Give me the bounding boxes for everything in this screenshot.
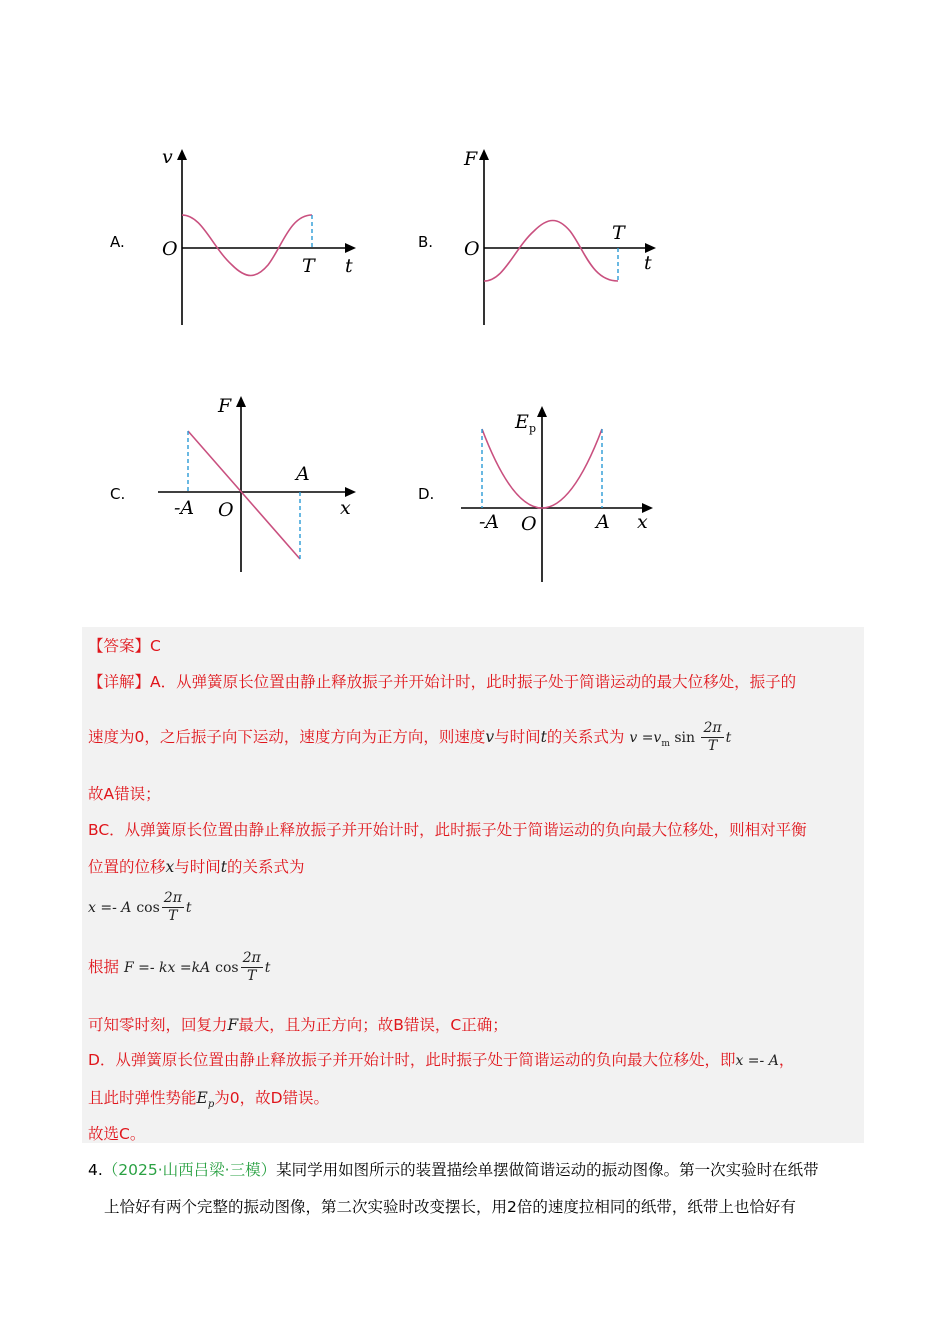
detail-line-6: 可知零时刻，回复力F最大，且为正方向；故B错误，C正确； bbox=[88, 1016, 508, 1034]
velocity-formula: $v =v_m$ sin bbox=[629, 730, 696, 749]
origin-label: O bbox=[464, 238, 480, 260]
x-axis-label: t bbox=[644, 252, 652, 274]
source-tag: （2025·山西吕梁·三模） bbox=[102, 1161, 277, 1179]
y-axis-arrow bbox=[537, 406, 547, 417]
y-axis-arrow bbox=[479, 149, 489, 160]
neg-a-label: -A bbox=[174, 497, 195, 519]
y-axis-subscript: p bbox=[529, 422, 537, 435]
detail-line-5: 位置的位移x与时间t的关系式为 bbox=[88, 858, 305, 876]
force-line bbox=[188, 431, 300, 559]
origin-label: O bbox=[162, 238, 178, 260]
y-axis-arrow bbox=[236, 396, 246, 407]
period-label: T bbox=[612, 222, 625, 244]
neg-a-label: -A bbox=[479, 511, 500, 533]
detail-line-2: 速度为0，之后振子向下运动，速度方向为正方向，则速度v与时间t的关系式为 $v =v_m$ sin $\frac{2\pi}{T}$ t bbox=[88, 720, 732, 754]
pos-a-label: A bbox=[596, 511, 610, 533]
option-a-graph bbox=[150, 145, 370, 330]
y-axis-label: F bbox=[218, 395, 232, 417]
force-curve bbox=[484, 221, 618, 282]
option-c-graph bbox=[150, 390, 370, 580]
velocity-curve bbox=[182, 215, 312, 276]
period-label: T bbox=[302, 255, 315, 277]
option-b-graph bbox=[452, 145, 672, 330]
x-axis-arrow bbox=[345, 487, 356, 497]
y-axis-label: F bbox=[464, 148, 478, 170]
pos-a-label: A bbox=[296, 463, 310, 485]
x-axis-label: x bbox=[340, 497, 351, 519]
detail-line-7: D．从弹簧原长位置由静止释放振子并开始计时，此时振子处于简谐运动的负向最大位移处，即x =- A， bbox=[88, 1051, 795, 1069]
y-axis-arrow bbox=[177, 149, 187, 160]
detail-line-4: BC．从弹簧原长位置由静止释放振子并开始计时，此时振子处于简谐运动的负向最大位移处，则相对平衡 bbox=[88, 821, 807, 839]
question-4-line-1: 4.（2025·山西吕梁·三模）某同学用如图所示的装置描绘单摆做简谐运动的振动图像。第一次实验时在纸带 bbox=[88, 1161, 819, 1179]
option-a-label: A. bbox=[110, 233, 125, 251]
option-b-label: B. bbox=[418, 233, 434, 251]
x-axis-label: x bbox=[637, 511, 648, 533]
force-formula-line: 根据 F =- kx =kA cos $\frac{2\pi}{T}$ t bbox=[88, 950, 271, 984]
option-d-graph bbox=[455, 400, 670, 585]
y-axis-label: E bbox=[515, 411, 529, 433]
y-axis-label: v bbox=[162, 146, 173, 168]
question-4-line-2: 上恰好有两个完整的振动图像，第二次实验时改变摆长，用2倍的速度拉相同的纸带，纸带上也恰好有 bbox=[104, 1198, 796, 1216]
detail-line-8: 且此时弹性势能$E_p$为0，故D错误。 bbox=[88, 1089, 330, 1111]
x-axis-arrow bbox=[345, 243, 356, 253]
origin-label: O bbox=[521, 513, 537, 535]
origin-label: O bbox=[218, 499, 234, 521]
x-axis-label: t bbox=[345, 255, 353, 277]
option-d-label: D. bbox=[418, 485, 435, 503]
option-c-label: C. bbox=[110, 485, 126, 503]
conclusion-line: 故选C。 bbox=[88, 1125, 146, 1143]
detail-line-1: 【详解】A．从弹簧原长位置由静止释放振子并开始计时，此时振子处于简谐运动的最大位移处，振子的 bbox=[88, 673, 797, 691]
detail-line-3: 故A错误； bbox=[88, 785, 161, 803]
displacement-formula: x =- A cos $\frac{2\pi}{T}$ t bbox=[88, 890, 192, 924]
answer-line: 【答案】C bbox=[88, 637, 161, 655]
